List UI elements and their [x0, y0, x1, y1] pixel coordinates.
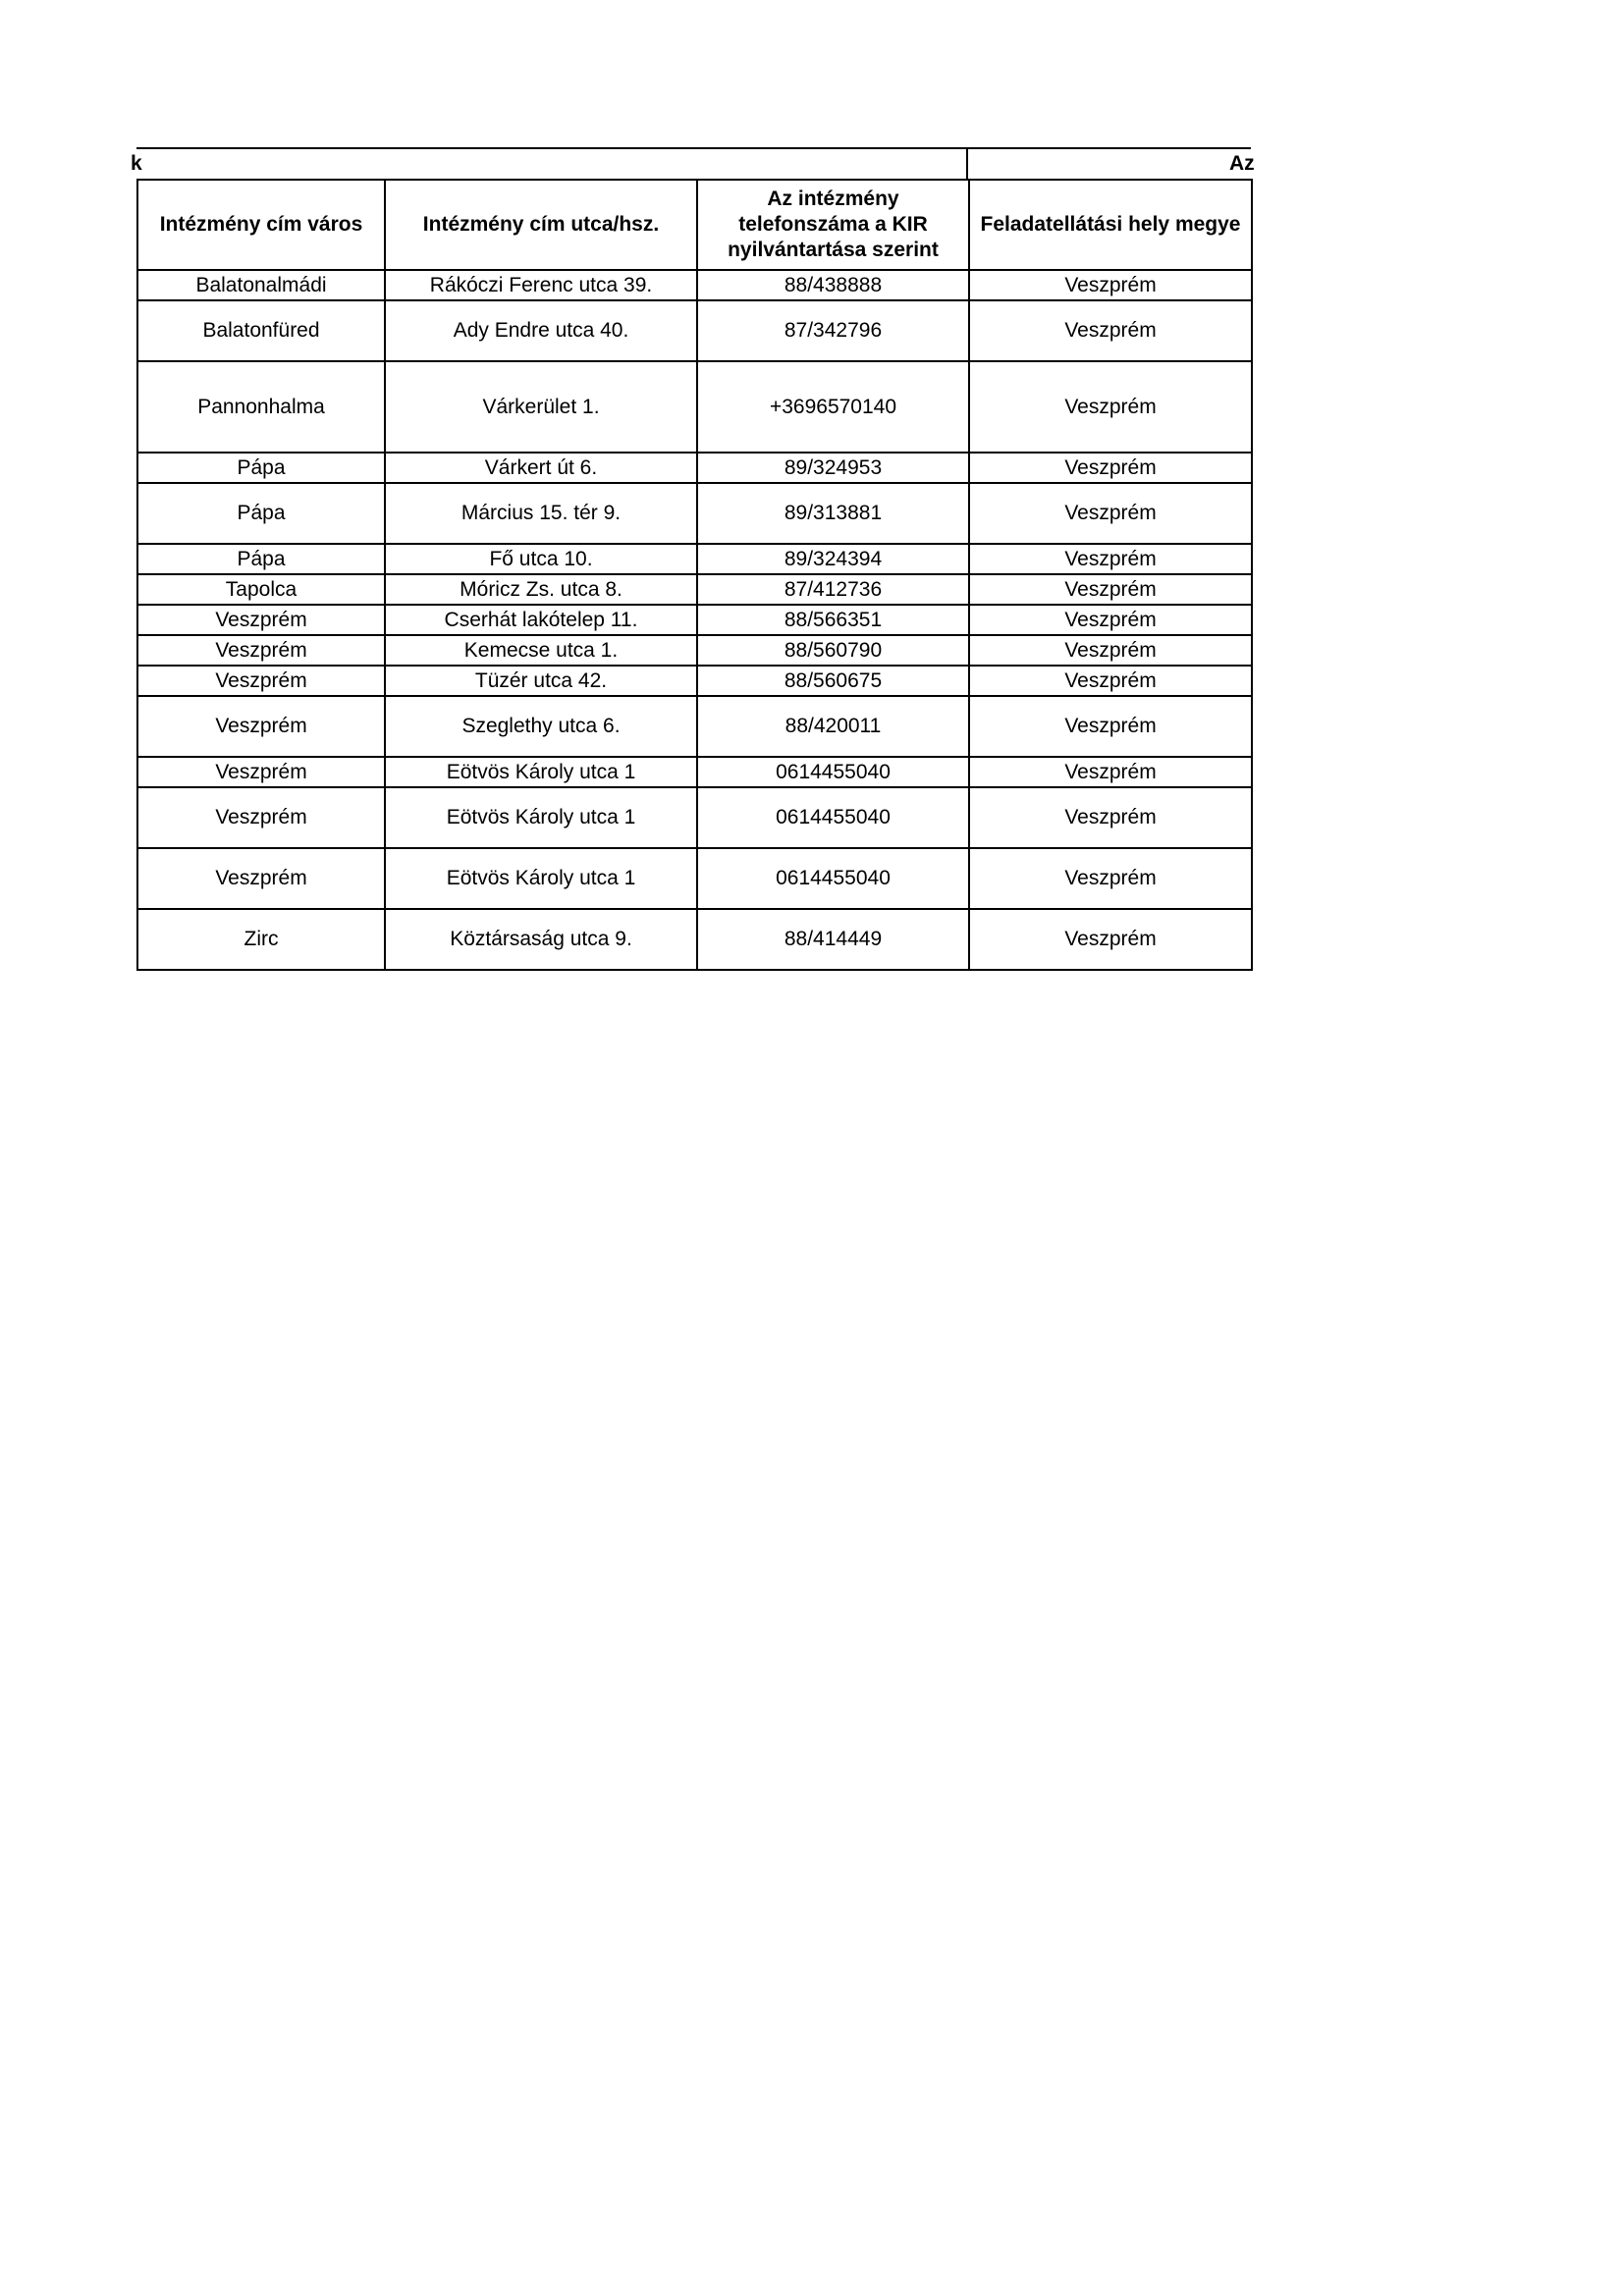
cell-city: Zirc [137, 909, 385, 970]
cell-street: Ady Endre utca 40. [385, 300, 697, 361]
cell-county: Veszprém [969, 574, 1252, 605]
cell-phone: 88/560675 [697, 666, 969, 696]
cell-city: Pápa [137, 453, 385, 483]
table-header-row [137, 180, 1252, 270]
cell-county: Veszprém [969, 300, 1252, 361]
cell-city: Veszprém [137, 635, 385, 666]
cell-city: Veszprém [137, 848, 385, 909]
column-header-city: Intézmény cím város [137, 180, 385, 270]
group-header-right: Az [1229, 152, 1255, 175]
table-row [137, 848, 1252, 909]
cell-phone: 88/566351 [697, 605, 969, 635]
table-row [137, 635, 1252, 666]
group-header-left: k [131, 152, 142, 175]
cell-phone: 88/438888 [697, 270, 969, 300]
table-row [137, 270, 1252, 300]
cell-street: Eötvös Károly utca 1 [385, 787, 697, 848]
cell-street: Tüzér utca 42. [385, 666, 697, 696]
cell-street: Szeglethy utca 6. [385, 696, 697, 757]
spreadsheet-page [131, 147, 1255, 971]
cell-county: Veszprém [969, 605, 1252, 635]
cell-city: Balatonfüred [137, 300, 385, 361]
group-header-row [131, 147, 1255, 179]
cell-city: Balatonalmádi [137, 270, 385, 300]
cell-street: Móricz Zs. utca 8. [385, 574, 697, 605]
cell-phone: 88/414449 [697, 909, 969, 970]
column-header-street: Intézmény cím utca/hsz. [385, 180, 697, 270]
cell-city: Pápa [137, 544, 385, 574]
cell-county: Veszprém [969, 483, 1252, 544]
cell-county: Veszprém [969, 848, 1252, 909]
table-row [137, 787, 1252, 848]
table-row [137, 453, 1252, 483]
cell-city: Veszprém [137, 696, 385, 757]
cell-street: Fő utca 10. [385, 544, 697, 574]
cell-street: Várkert út 6. [385, 453, 697, 483]
cell-phone: 0614455040 [697, 757, 969, 787]
cell-city: Veszprém [137, 787, 385, 848]
cell-phone: 89/313881 [697, 483, 969, 544]
cell-county: Veszprém [969, 453, 1252, 483]
table-row [137, 483, 1252, 544]
cell-city: Pannonhalma [137, 361, 385, 453]
cell-phone: 0614455040 [697, 848, 969, 909]
cell-county: Veszprém [969, 361, 1252, 453]
cell-city: Pápa [137, 483, 385, 544]
column-header-phone: Az intézmény telefonszáma a KIR nyilvántartása szerint [697, 180, 969, 270]
table-row [137, 909, 1252, 970]
cell-phone: 88/420011 [697, 696, 969, 757]
cell-county: Veszprém [969, 787, 1252, 848]
cell-street: Várkerület 1. [385, 361, 697, 453]
cell-street: Március 15. tér 9. [385, 483, 697, 544]
cell-street: Rákóczi Ferenc utca 39. [385, 270, 697, 300]
cell-phone: 87/412736 [697, 574, 969, 605]
cell-phone: +3696570140 [697, 361, 969, 453]
cell-county: Veszprém [969, 270, 1252, 300]
table-row [137, 757, 1252, 787]
cell-city: Tapolca [137, 574, 385, 605]
cell-street: Cserhát lakótelep 11. [385, 605, 697, 635]
group-header-divider [966, 149, 968, 181]
table-row [137, 574, 1252, 605]
table-row [137, 666, 1252, 696]
cell-street: Köztársaság utca 9. [385, 909, 697, 970]
institution-table [136, 179, 1253, 971]
cell-city: Veszprém [137, 666, 385, 696]
table-row [137, 544, 1252, 574]
cell-county: Veszprém [969, 635, 1252, 666]
cell-phone: 87/342796 [697, 300, 969, 361]
cell-county: Veszprém [969, 757, 1252, 787]
cell-phone: 88/560790 [697, 635, 969, 666]
table-row [137, 696, 1252, 757]
cell-street: Kemecse utca 1. [385, 635, 697, 666]
table-row [137, 300, 1252, 361]
table-body [137, 270, 1252, 970]
cell-county: Veszprém [969, 666, 1252, 696]
column-header-county: Feladatellátási hely megye [969, 180, 1252, 270]
table-row [137, 605, 1252, 635]
table-row [137, 361, 1252, 453]
cell-street: Eötvös Károly utca 1 [385, 848, 697, 909]
cell-phone: 89/324394 [697, 544, 969, 574]
cell-street: Eötvös Károly utca 1 [385, 757, 697, 787]
cell-county: Veszprém [969, 696, 1252, 757]
cell-phone: 0614455040 [697, 787, 969, 848]
cell-county: Veszprém [969, 909, 1252, 970]
cell-city: Veszprém [137, 605, 385, 635]
cell-city: Veszprém [137, 757, 385, 787]
cell-phone: 89/324953 [697, 453, 969, 483]
cell-county: Veszprém [969, 544, 1252, 574]
